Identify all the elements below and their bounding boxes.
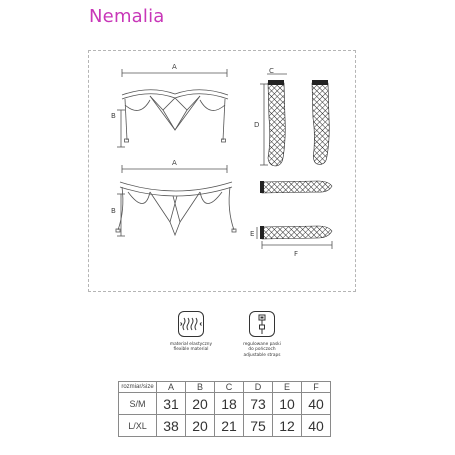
- size-table: [118, 381, 331, 437]
- dimension-label-a-bottom: A: [172, 159, 177, 167]
- table-cell: 73: [244, 393, 273, 415]
- table-cell: 10: [273, 393, 302, 415]
- feature-caption-line: materiał elastyczny: [169, 342, 213, 347]
- size-table-col-a: A: [157, 382, 186, 393]
- table-cell: 20: [186, 415, 215, 437]
- product-title: Nemalia: [89, 6, 165, 27]
- table-cell: 38: [157, 415, 186, 437]
- garter-belt-top-drawing: [117, 69, 228, 147]
- size-table-col-d: D: [244, 382, 273, 393]
- feature-adjustable-straps: [217, 311, 307, 358]
- dimension-label-f: F: [294, 250, 299, 258]
- feature-caption-line: adjustable straps: [243, 352, 281, 358]
- stockings-side-drawing: [257, 181, 332, 249]
- size-table-col-c: C: [215, 382, 244, 393]
- dimension-label-a-top: A: [172, 63, 177, 71]
- table-row: [119, 415, 331, 437]
- garter-belt-bottom-drawing: [116, 165, 236, 236]
- table-cell: 18: [215, 393, 244, 415]
- feature-caption-line: flexible material: [173, 347, 209, 353]
- table-cell: 12: [273, 415, 302, 437]
- table-cell: 31: [157, 393, 186, 415]
- size-label: S/M: [119, 393, 157, 415]
- table-cell: 20: [186, 393, 215, 415]
- size-table-col-b: B: [186, 382, 215, 393]
- size-label: L/XL: [119, 415, 157, 437]
- table-cell: 75: [244, 415, 273, 437]
- table-cell: 21: [215, 415, 244, 437]
- size-table-corner: rozmiar/size: [119, 382, 157, 393]
- dimension-label-b-top: B: [111, 112, 116, 120]
- dimension-label-e: E: [250, 230, 255, 238]
- table-cell: 40: [302, 415, 331, 437]
- dimension-label-d: D: [254, 121, 260, 129]
- size-table-col-e: E: [273, 382, 302, 393]
- table-row: [119, 393, 331, 415]
- size-table-col-f: F: [302, 382, 331, 393]
- adjustable-strap-icon: [249, 311, 275, 337]
- feature-caption-line: do pończoch: [248, 347, 276, 353]
- table-cell: 40: [302, 393, 331, 415]
- size-table-header-row: [119, 382, 331, 393]
- feature-caption-line: regulowane paski: [243, 342, 281, 347]
- dimension-label-c: C: [269, 67, 274, 75]
- stretch-fabric-icon: [178, 311, 204, 337]
- dimension-label-b-bottom: B: [111, 207, 116, 215]
